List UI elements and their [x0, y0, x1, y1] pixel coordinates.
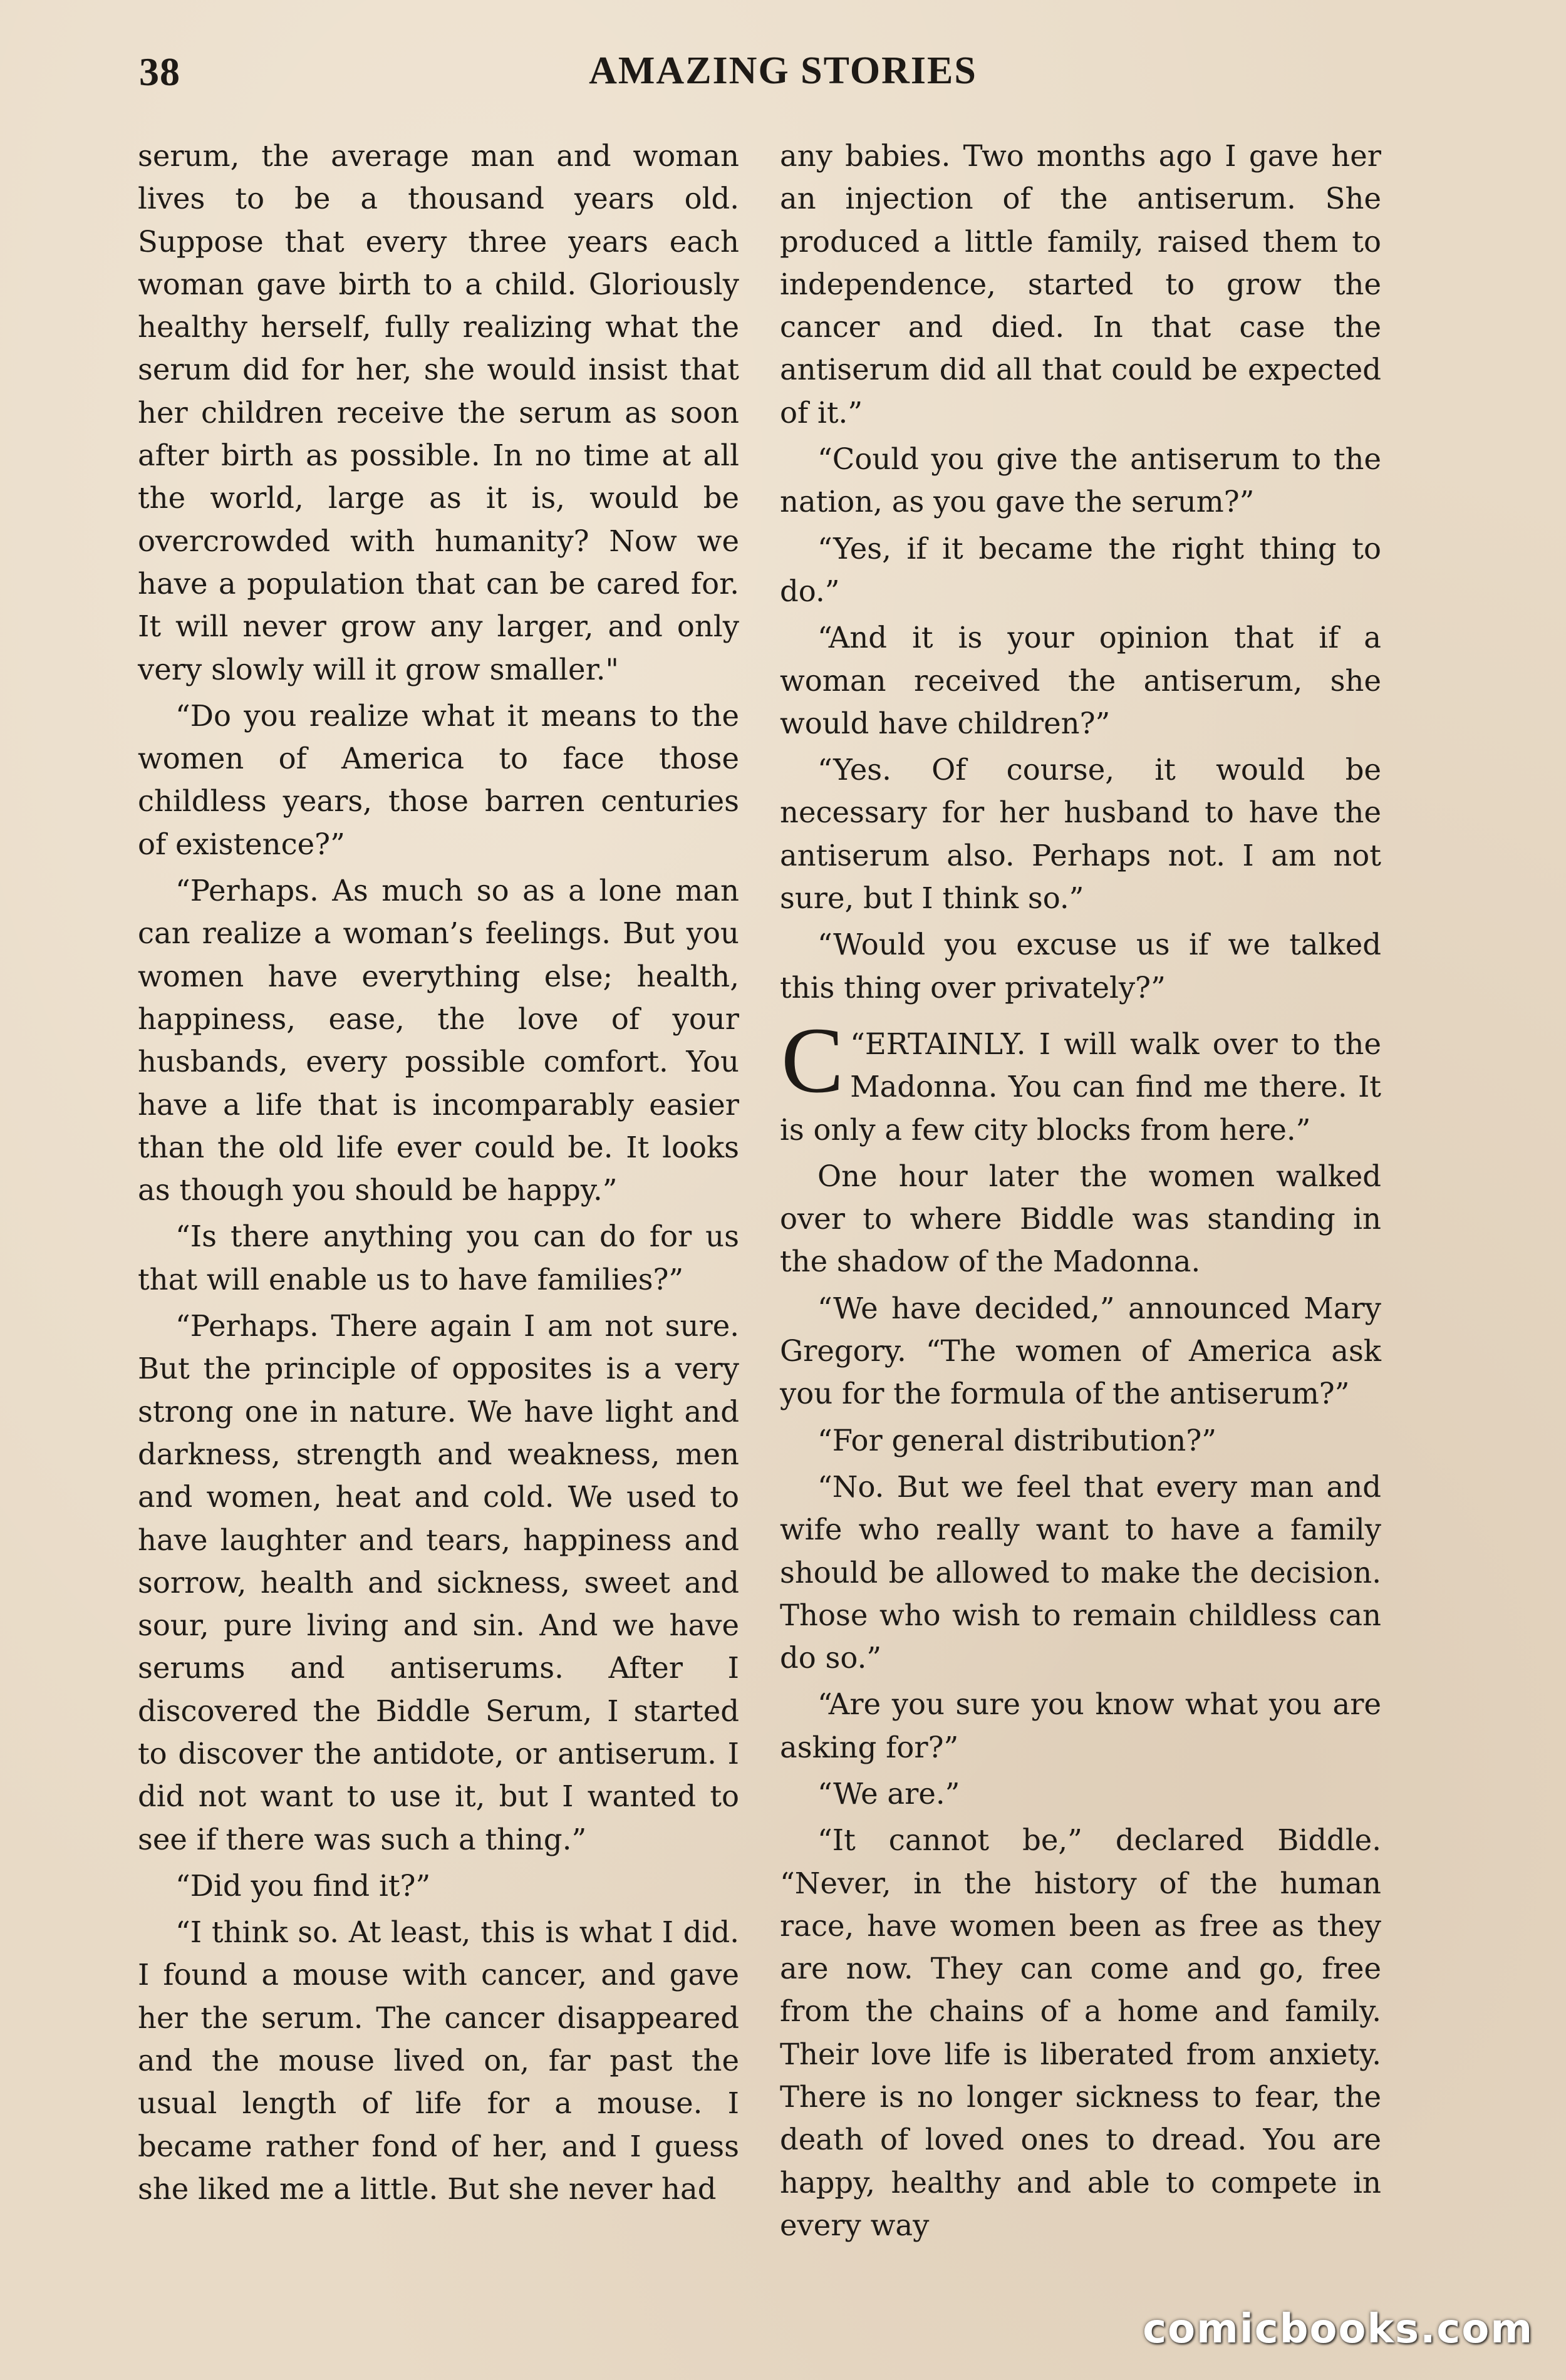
- paragraph: “For general distribution?”: [817, 1423, 1217, 1457]
- section-opening-paragraph: [780, 1008, 1381, 1151]
- running-title: AMAZING STORIES: [589, 49, 977, 92]
- paragraph: “I think so. At least, this is what I did. I found a mouse with cancer, and gave her the serum. The cancer disappeared and the mouse lived on, far past the usual length of life for a mouse. I became rather fond of her, and I guess she liked me a little. But she never had: [138, 1915, 739, 2206]
- paragraph: “Are you sure you know what you are asking for?”: [780, 1687, 1381, 1764]
- paragraph-text: ERTAINLY. I will walk over to the Madonna. You can find me there. It is only a few city blocks from here.”: [780, 1027, 1381, 1147]
- paragraph: “Is there anything you can do for us that will enable us to have families?”: [138, 1219, 739, 1296]
- paragraph: “Could you give the antiserum to the nation, as you gave the serum?”: [780, 442, 1381, 519]
- paragraph: “No. But we feel that every man and wife who really want to have a family should be allowed to make the decision. Those who wish to remain childless can do so.”: [780, 1469, 1381, 1675]
- paragraph: “Do you realize what it means to the women of America to face those childless years, those barren centuries of existence?”: [138, 698, 739, 861]
- paragraph: “Perhaps. There again I am not sure. But the principle of opposites is a very strong one in nature. We have light and darkness, strength and weakness, men and women, heat and cold. We used to have laughter and tears, happiness and sorrow, health and sickness, sweet and sour, pure living and sin. And we have serums and antiserums. After I discovered the Biddle Serum, I started to discover the antidote, or antiserum. I did not want to use it, but I wanted to see if there was such a thing.”: [138, 1309, 739, 1856]
- paragraph: “Perhaps. As much so as a lone man can realize a woman’s feelings. But you women have everything else; health, happiness, ease, the love of your husbands, every possible comfort. You have a life that is incomparably easier than the old life ever could be. It looks as though you should be happy.”: [138, 874, 739, 1208]
- paragraph: “We have decided,” announced Mary Gregory. “The women of America ask you for the formula of the antiserum?”: [780, 1291, 1381, 1411]
- paragraph: “We are.”: [817, 1776, 960, 1811]
- drop-cap: C: [781, 1008, 844, 1112]
- paragraph: “Yes. Of course, it would be necessary for her husband to have the antiserum also. Perhaps not. I am not sure, but I think so.”: [780, 753, 1381, 916]
- paragraph: “It cannot be,” declared Biddle. “Never, in the history of the human race, have women been as free as they are now. They can come and go, free from the chains of a home and family. Their love life is liberated from anxiety. There is no longer sickness to fear, the death of loved ones to dread. You are happy, healthy and able to compete in every way: [780, 1823, 1381, 2242]
- paragraph: “Did you find it?”: [175, 1868, 431, 1903]
- right-column: [780, 135, 1381, 2250]
- page-header: [0, 49, 1566, 105]
- paragraph: “Yes, if it became the right thing to do.”: [780, 531, 1381, 608]
- opening-quote: “: [850, 1027, 865, 1061]
- page-number: 38: [139, 49, 180, 94]
- paragraph: “And it is your opinion that if a woman received the antiserum, she would have children?”: [780, 621, 1381, 740]
- paragraph: serum, the average man and woman lives to be a thousand years old. Suppose that every three years each woman gave birth to a child. Gloriously healthy herself, fully realizing what the serum did for her, she would insist that her children receive the serum as soon after birth as possible. In no time at all the world, large as it is, would be overcrowded with humanity? Now we have a population that can be cared for. It will never grow any larger, and only very slowly will it grow smaller.": [138, 139, 739, 686]
- paragraph: any babies. Two months ago I gave her an injection of the antiserum. She produced a little family, raised them to independence, started to grow the cancer and died. In that case the antiserum did all that could be expected of it.”: [780, 139, 1381, 430]
- left-column: [138, 135, 739, 2214]
- paragraph: One hour later the women walked over to where Biddle was standing in the shadow of the Madonna.: [780, 1159, 1381, 1279]
- paragraph: “Would you excuse us if we talked this thing over privately?”: [780, 928, 1381, 1005]
- watermark-text: comicbooks.com: [1143, 2306, 1533, 2352]
